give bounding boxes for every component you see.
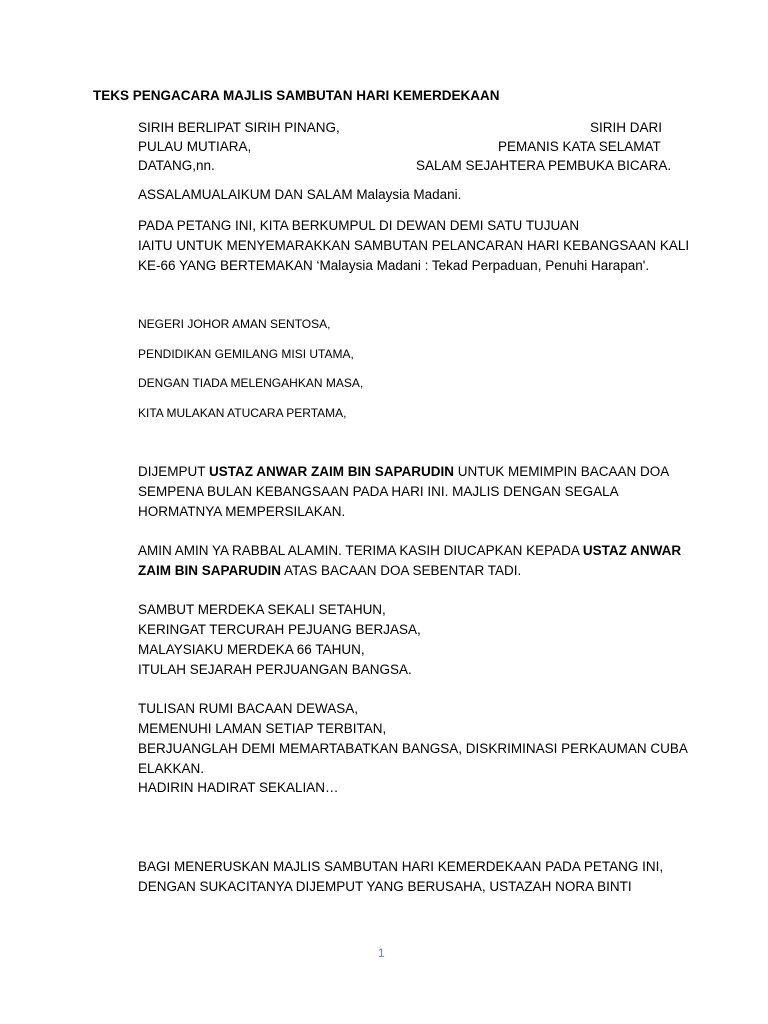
pantun-rumi-line: TULISAN RUMI BACAAN DEWASA, [138,701,359,716]
doa-invite-line-1 [138,463,669,481]
doa-thanks-line-1 [138,542,681,560]
pantun-rumi-line: ELAKKAN. [138,761,205,776]
pantun-merdeka-line: SAMBUT MERDEKA SEKALI SETAHUN, [138,602,386,617]
pantun-merdeka-line: MALAYSIAKU MERDEKA 66 TAHUN, [138,642,365,657]
greeting: ASSALAMUALAIKUM DAN SALAM Malaysia Madani. [138,187,462,202]
doa-invite-post: UNTUK MEMIMPIN BACAAN DOA [454,464,670,479]
continue-line: DENGAN SUKACITANYA DIJEMPUT YANG BERUSAHA, USTAZAH NORA BINTI [138,879,632,894]
pantun-open-r3-left: DATANG,nn. [138,158,215,173]
continue-line: BAGI MENERUSKAN MAJLIS SAMBUTAN HARI KEMERDEKAAN PADA PETANG INI, [138,859,664,874]
pantun-merdeka-line: ITULAH SEJARAH PERJUANGAN BANGSA. [138,662,412,677]
doa-thanks-name-2: ZAIM BIN SAPARUDIN [138,563,281,578]
pantun-johor-line: KITA MULAKAN ATUCARA PERTAMA, [138,406,347,420]
intro-line: IAITU UNTUK MENYEMARAKKAN SAMBUTAN PELANCARAN HARI KEBANGSAAN KALI [138,238,690,253]
page-number: 1 [378,946,385,960]
doa-invite-line-2: SEMPENA BULAN KEBANGSAAN PADA HARI INI. MAJLIS DENGAN SEGALA [138,484,619,499]
pantun-open-r2-right: PEMANIS KATA SELAMAT [498,139,661,154]
pantun-open-r1-right: SIRIH DARI [590,120,663,135]
pantun-johor-line: DENGAN TIADA MELENGAHKAN MASA, [138,376,364,390]
pantun-johor-line: PENDIDIKAN GEMILANG MISI UTAMA, [138,347,354,361]
doa-thanks-post: ATAS BACAAN DOA SEBENTAR TADI. [281,563,522,578]
pantun-merdeka-line: KERINGAT TERCURAH PEJUANG BERJASA, [138,622,421,637]
pantun-rumi-line: BERJUANGLAH DEMI MEMARTABATKAN BANGSA, DISKRIMINASI PERKAUMAN CUBA [138,741,688,756]
doa-invite-pre: DIJEMPUT [138,464,210,479]
pantun-rumi-line: HADIRIN HADIRAT SEKALIAN… [138,780,339,795]
intro-line: PADA PETANG INI, KITA BERKUMPUL DI DEWAN DEMI SATU TUJUAN [138,218,580,233]
doa-thanks-line-2 [138,562,521,580]
document-title: TEKS PENGACARA MAJLIS SAMBUTAN HARI KEMERDEKAAN [93,88,500,103]
pantun-open-r2-left: PULAU MUTIARA, [138,139,252,154]
doa-thanks-name-1: USTAZ ANWAR [582,543,682,558]
doa-invite-line-3: HORMATNYA MEMPERSILAKAN. [138,504,346,519]
doa-thanks-pre: AMIN AMIN YA RABBAL ALAMIN. TERIMA KASIH DIUCAPKAN KEPADA [138,543,583,558]
pantun-rumi-line: MEMENUHI LAMAN SETIAP TERBITAN, [138,721,387,736]
pantun-open-r3-right: SALAM SEJAHTERA PEMBUKA BICARA. [416,158,672,173]
intro-line: KE-66 YANG BERTEMAKAN ‘Malaysia Madani : Tekad Perpaduan, Penuhi Harapan'. [138,258,650,273]
doa-reader-name: USTAZ ANWAR ZAIM BIN SAPARUDIN [209,464,454,479]
pantun-open-r1-left: SIRIH BERLIPAT SIRIH PINANG, [138,120,340,135]
pantun-johor-line: NEGERI JOHOR AMAN SENTOSA, [138,317,331,331]
